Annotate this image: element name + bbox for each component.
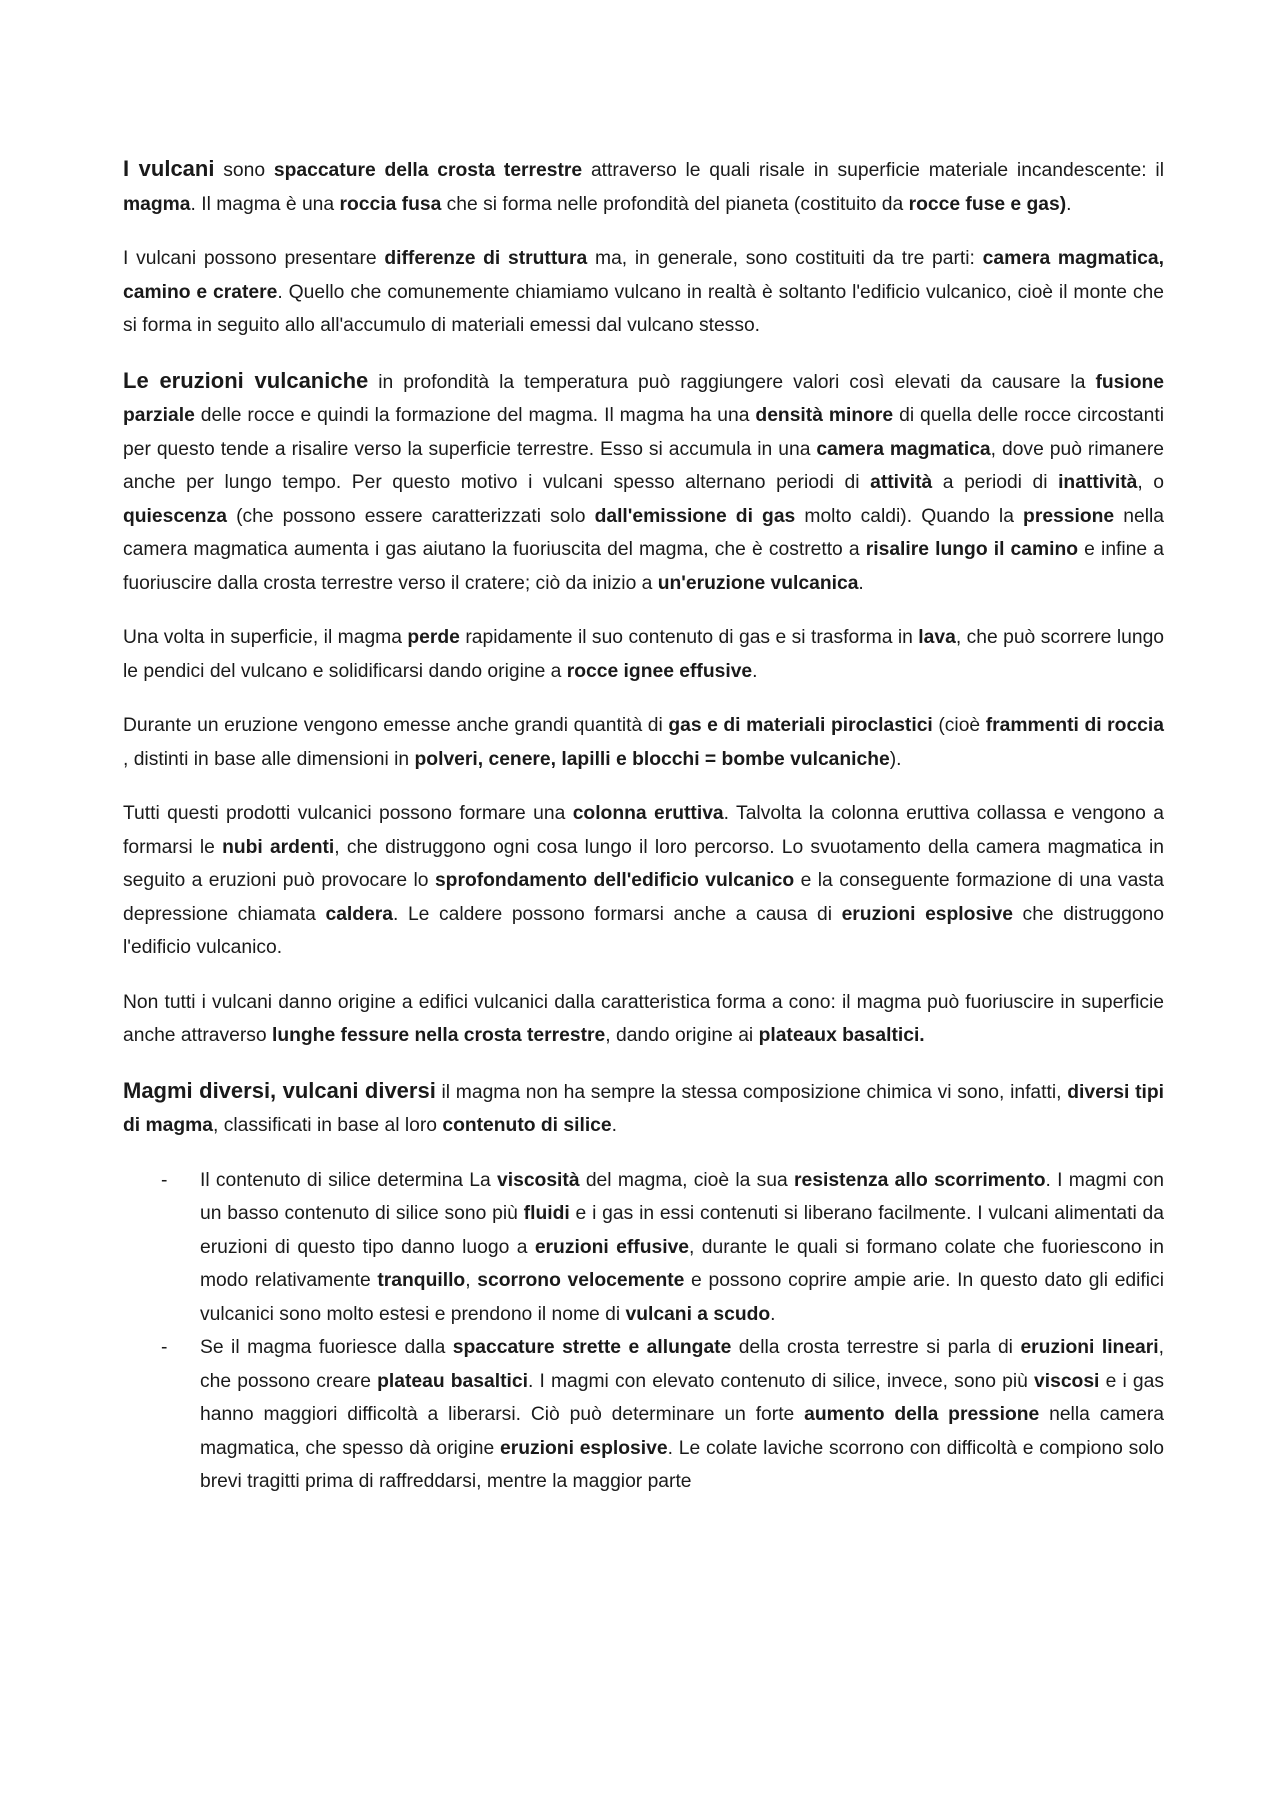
bold-text: lava (918, 627, 956, 648)
text-run: , o (1137, 472, 1164, 493)
text-run: . Talvolta la colonna eruttiva collassa e vengono a formarsi le (123, 803, 1164, 858)
text-run: ). (889, 748, 902, 770)
bold-text: eruzioni lineari (1020, 1337, 1159, 1358)
text-run: (cioè (932, 715, 986, 736)
text-run: . Quello che comunemente chiamiamo vulcano in realtà è soltanto l'edificio vulcanico, cioè il monte che si forma in seguito allo all'accumulo di materiali emessi dal vulcano stesso. (123, 281, 1165, 336)
text-run: Non tutti i vulcani danno origine a edifici vulcanici dalla caratteristica forma a cono: il magma può fuoriuscire in superficie anche attraverso (123, 991, 1164, 1046)
bold-text: diversi tipi di magma (123, 1081, 1164, 1136)
text-run: e i gas hanno maggiori difficoltà a liberarsi. Ciò può determinare un forte (200, 1370, 1164, 1425)
paragraph (123, 709, 1164, 776)
text-run: attraverso le quali risale in superficie materiale incandescente: il (582, 160, 1164, 181)
text-run: , dando origine ai (605, 1025, 759, 1046)
text-run: rapidamente il suo contenuto di gas e si trasforma in (459, 627, 919, 648)
text-run: . Il magma è una (190, 193, 340, 215)
text-run: di quella delle rocce circostanti per questo tende a risalire verso la superficie terrestre. Esso si accumula in una (123, 405, 1164, 460)
text-run: , (465, 1270, 478, 1291)
section-heading: I vulcani (123, 156, 215, 181)
bold-text: eruzioni effusive (534, 1236, 690, 1258)
document-body (123, 152, 1164, 1499)
text-run: , che distruggono ogni cosa lungo il loro percorso. Lo svuotamento della camera magmatica in seguito a eruzioni può provocare lo (123, 836, 1164, 891)
text-run: . (611, 1115, 617, 1136)
text-run: Una volta in superficie, il magma (123, 627, 408, 648)
list-marker: - (161, 1337, 168, 1358)
text-run: il magma non ha sempre la stessa composizione chimica vi sono, infatti, (435, 1081, 1068, 1103)
paragraph (123, 242, 1164, 343)
text-run: Tutti questi prodotti vulcanici possono formare una (123, 803, 573, 824)
text-run: , che può scorrere lungo le pendici del vulcano e solidificarsi dando origine a (123, 627, 1165, 682)
text-run: a periodi di (932, 472, 1059, 493)
bold-text: differenze di struttura (384, 248, 588, 269)
text-run: . (858, 572, 864, 594)
text-run: sono (214, 160, 274, 181)
bold-text: dall'emissione di gas (594, 505, 796, 527)
text-run: del magma, cioè la sua (579, 1169, 795, 1191)
bold-text: attività (870, 472, 933, 493)
bold-text: sprofondamento dell'edificio vulcanico (434, 870, 795, 891)
text-run: . (752, 660, 758, 682)
bold-text: densità minore (755, 405, 894, 426)
bold-text: resistenza allo scorrimento (794, 1169, 1046, 1191)
bold-text: fluidi (523, 1203, 570, 1224)
text-run: . I magmi con elevato contenuto di silice, invece, sono più (527, 1370, 1035, 1392)
bold-text: eruzioni esplosive (841, 903, 1013, 925)
bold-text: caldera (325, 903, 394, 925)
bold-text: camera magmatica, camino e cratere (123, 248, 1164, 303)
bold-text: quiescenza (123, 505, 227, 527)
text-run: delle rocce e quindi la formazione del magma. Il magma ha una (194, 405, 756, 426)
bold-text: plateaux basaltici. (758, 1025, 925, 1046)
text-run: , che possono creare (200, 1337, 1164, 1392)
text-run: . (1066, 193, 1072, 215)
text-run: Durante un eruzione vengono emesse anche grandi quantità di (123, 715, 669, 736)
bold-text: eruzioni esplosive (500, 1437, 668, 1459)
bold-text: aumento della pressione (804, 1404, 1040, 1425)
text-run: (che possono essere caratterizzati solo (226, 505, 595, 527)
bold-text: spaccature strette e allungate (452, 1337, 732, 1358)
bold-text: un'eruzione vulcanica (657, 572, 859, 594)
bold-text: vulcani a scudo (625, 1303, 771, 1325)
bold-text: risalire lungo il camino (865, 539, 1079, 560)
bold-text: spaccature della crosta terrestre (273, 160, 583, 181)
list-item (123, 1164, 1164, 1332)
bold-text: plateau basaltici (377, 1370, 528, 1392)
text-run: . (770, 1303, 776, 1325)
paragraph (123, 797, 1164, 965)
text-run: , classificati in base al loro (213, 1115, 443, 1136)
text-run: e possono coprire ampie arie. In questo dato gli edifici vulcanici sono molto estesi e prendono il nome di (200, 1270, 1164, 1325)
text-run: e infine a fuoriuscire dalla crosta terrestre verso il cratere; ciò da inizio a (123, 539, 1164, 594)
text-run: in profondità la temperatura può raggiungere valori così elevati da causare la (368, 371, 1096, 393)
bold-text: roccia fusa (339, 193, 442, 215)
section-heading: Le eruzioni vulcaniche (123, 367, 369, 393)
text-run: che si forma nelle profondità del pianeta (costituito da (441, 193, 909, 215)
bold-text: rocce fuse e gas) (908, 193, 1067, 215)
paragraph (123, 364, 1164, 601)
text-run: che distruggono l'edificio vulcanico. (123, 903, 1164, 958)
paragraph (123, 152, 1164, 221)
bold-text: frammenti di roccia (985, 715, 1164, 736)
text-run: nella camera magmatica aumenta i gas aiutano la fuoriuscita del magma, che è costretto a (123, 505, 1164, 560)
text-run: . Le caldere possono formarsi anche a causa di (393, 903, 842, 925)
paragraph (123, 621, 1164, 688)
bold-text: contenuto di silice (442, 1115, 612, 1136)
text-run: e la conseguente formazione di una vasta depressione chiamata (123, 870, 1165, 925)
text-run: e i gas in essi contenuti si liberano facilmente. I vulcani alimentati da eruzioni di questo tipo danno luogo a (200, 1203, 1165, 1258)
paragraph (123, 986, 1164, 1053)
text-run: , distinti in base alle dimensioni in (123, 748, 415, 770)
bold-text: nubi ardenti (222, 836, 335, 858)
text-run: della crosta terrestre si parla di (731, 1337, 1021, 1358)
bold-text: viscosità (497, 1169, 580, 1191)
bold-text: inattività (1058, 472, 1138, 493)
list-marker: - (161, 1169, 168, 1191)
bold-text: scorrono velocemente (477, 1270, 685, 1291)
section-heading: Magmi diversi, vulcani diversi (123, 1077, 436, 1103)
text-run: ma, in generale, sono costituiti da tre parti: (587, 248, 983, 269)
bold-text: colonna eruttiva (572, 803, 724, 824)
text-run: molto caldi). Quando la (795, 505, 1024, 527)
bold-text: perde (407, 627, 460, 648)
text-run: , dove può rimanere anche per lungo tempo. Per questo motivo i vulcani spesso alternano periodi di (123, 438, 1164, 493)
bold-text: rocce ignee effusive (566, 660, 753, 682)
bold-text: viscosi (1034, 1370, 1100, 1392)
list-item (123, 1331, 1164, 1499)
bullet-list (123, 1164, 1164, 1499)
bold-text: camera magmatica (816, 438, 991, 460)
bold-text: magma (123, 193, 191, 215)
bold-text: lunghe fessure nella crosta terrestre (271, 1025, 606, 1046)
bold-text: pressione (1023, 505, 1115, 527)
text-run: nella camera magmatica, che spesso dà origine (200, 1404, 1165, 1459)
paragraphs (123, 152, 1164, 1143)
text-run: . Le colate laviche scorrono con difficoltà e compiono solo brevi tragitti prima di raffreddarsi, mentre la maggior parte (200, 1437, 1164, 1492)
text-run: Se il magma fuoriesce dalla (200, 1337, 453, 1358)
text-run: . I magmi con un basso contenuto di silice sono più (200, 1169, 1164, 1224)
bold-text: polveri, cenere, lapilli e blocchi = bombe vulcaniche (414, 748, 890, 770)
paragraph (123, 1074, 1164, 1143)
text-run: , durante le quali si formano colate che fuoriescono in modo relativamente (200, 1236, 1164, 1291)
text-run: Il contenuto di silice determina La (200, 1169, 498, 1191)
bold-text: gas e di materiali piroclastici (668, 715, 933, 736)
bold-text: fusione parziale (123, 371, 1165, 426)
bold-text: tranquillo (377, 1270, 466, 1291)
text-run: I vulcani possono presentare (123, 248, 385, 269)
